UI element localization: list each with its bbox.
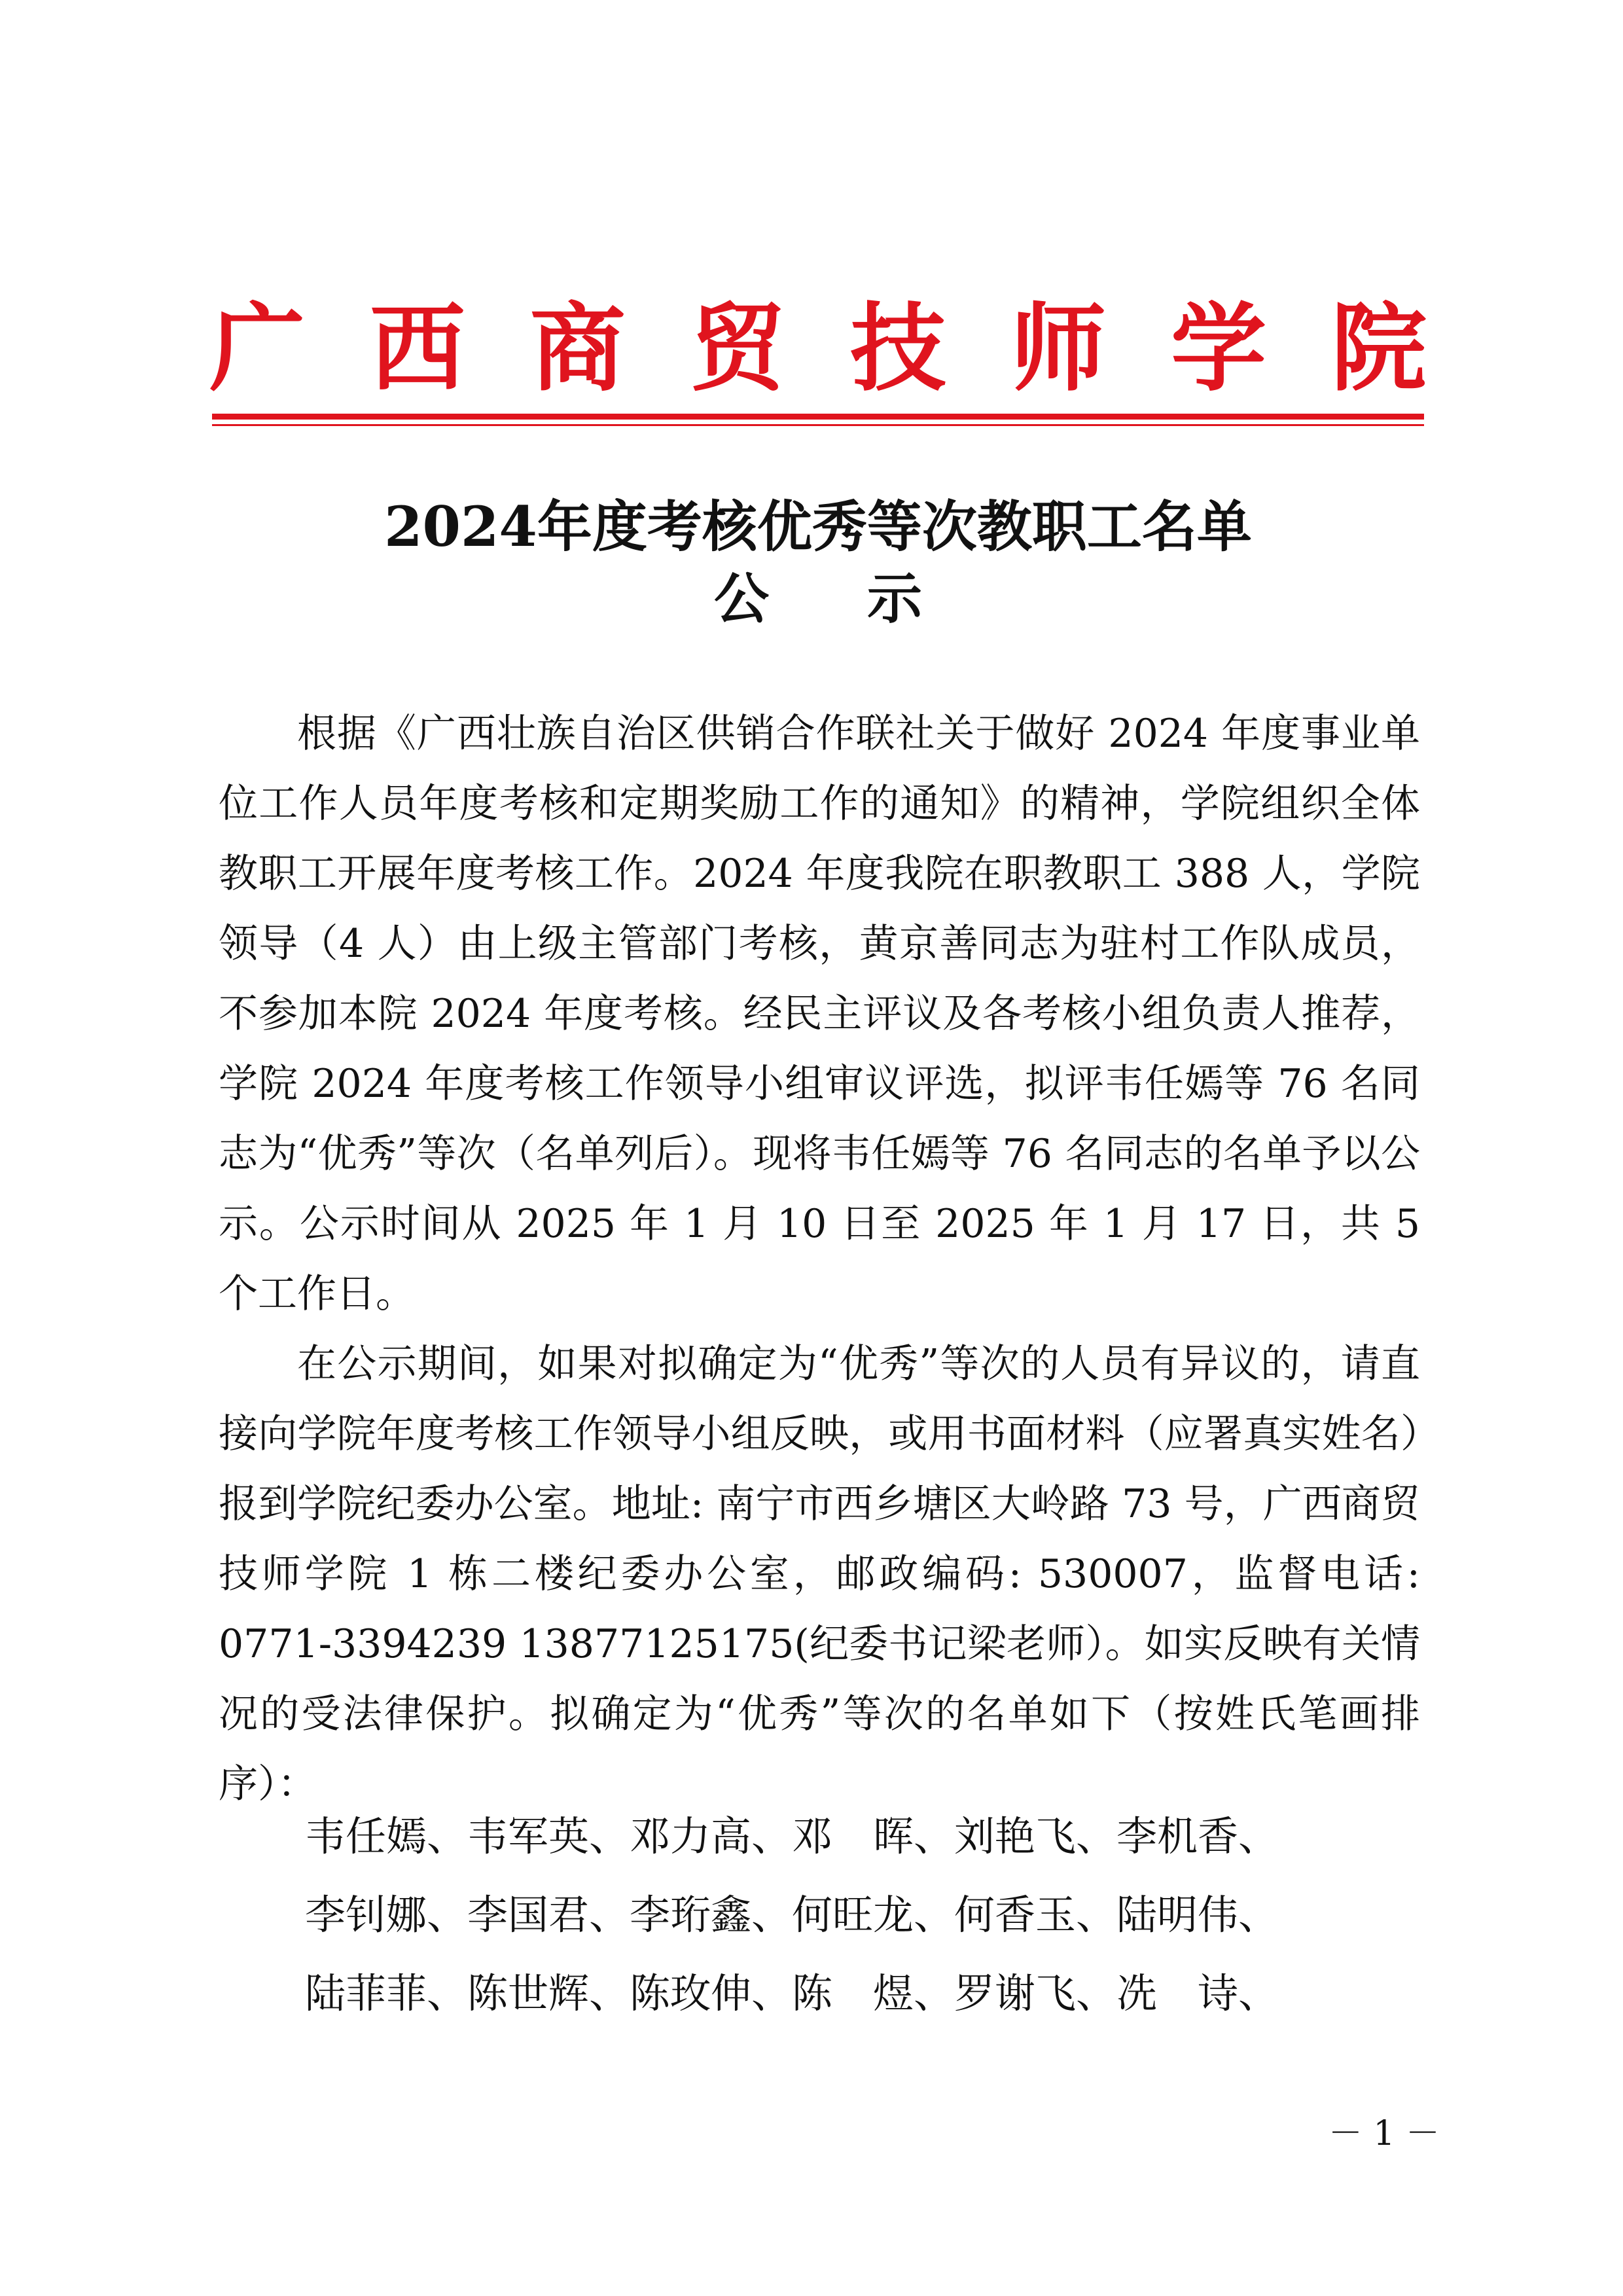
body-paragraph: 根据《广西壮族自治区供销合作联社关于做好 2024 年度事业单位工作人员年度考核和定期奖励工作的通知》的精神，学院组织全体教职工开展年度考核工作。2024 年度我院在职教职工 388 人，学院领导（4 人）由上级主管部门考核，黄京善同志为驻村工作队成员，不参加本院 2024 年度考核。经民主评议及各考核小组负责人推荐，学院 2024 年度考核工作领导小组审议评选，拟评韦任嫣等 76 名同志为“优秀”等次（名单列后）。现将韦任嫣等 76 名同志的名单予以公示。公示时间从 2025 年 1 月 10 日至 2025 年 1 月 17 日，共 5 个工作日。 [219, 711, 1420, 1317]
org-name-char: 技 [850, 293, 946, 404]
org-name-char: 学 [1171, 293, 1267, 404]
header-divider-thin [212, 424, 1424, 426]
name-list [305, 1797, 1418, 2033]
header-divider-thick [212, 414, 1424, 420]
org-name-char: 西 [369, 293, 465, 404]
document-title: 2024年度考核优秀等次教职工名单 [384, 494, 1252, 559]
body-paragraph: 在公示期间，如果对拟确定为“优秀”等次的人员有异议的，请直接向学院年度考核工作领导小组反映，或用书面材料（应署真实姓名）报到学院纪委办公室。地址: 南宁市西乡塘区大岭路 73 号，广西商贸技师学院 1 栋二楼纪委办公室，邮政编码: 530007，监督电话: 0771-3394239 13877125175(纪委书记梁老师）。如实反映有关情况的受法律保护。拟确定为“优秀”等次的名单如下（按姓氏笔画排序）： [219, 1341, 1420, 1807]
page-number: － 1 － [1328, 2114, 1440, 2153]
document-body [219, 699, 1420, 1820]
org-name-char: 贸 [690, 293, 786, 404]
name-list-line: 陆菲菲、陈世辉、陈玫伸、陈 煜、罗谢飞、冼 诗、 [305, 1969, 1279, 2017]
org-name-char: 商 [529, 293, 626, 404]
name-list-line: 李钊娜、李国君、李珩鑫、何旺龙、何香玉、陆明伟、 [305, 1891, 1279, 1939]
name-list-line: 韦任嫣、韦军英、邓力高、邓 晖、刘艳飞、李机香、 [305, 1812, 1279, 1860]
org-name-header [209, 293, 1427, 404]
org-name-char: 广 [209, 293, 305, 404]
org-name-char: 师 [1010, 293, 1107, 404]
org-name-char: 院 [1330, 293, 1427, 404]
document-subtitle: 公示 [713, 566, 1020, 631]
